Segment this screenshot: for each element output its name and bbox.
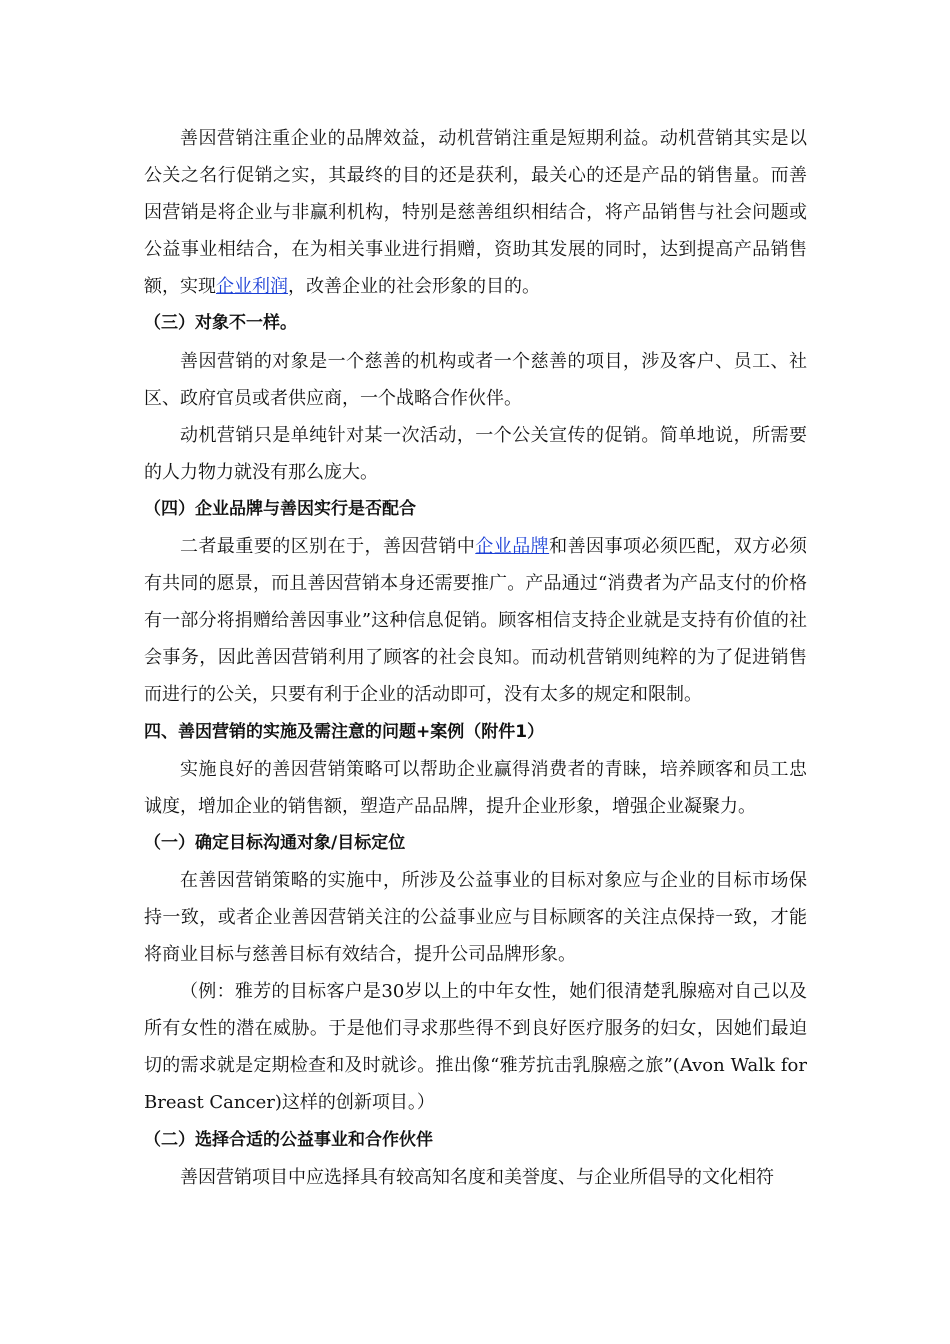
subheading-1: （一）确定目标沟通对象/目标定位 <box>144 832 406 853</box>
paragraph-text: 和善因事项必须匹配，双方必须有共同的愿景，而且善因营销本身还需要推广。产品通过“消费者为产品支付的价格有一部分将捐赠给善因事业”这种信息促销。顾客相信支持企业就是支持有价值的社会事务，因此善因营销利用了顾客的社会良知。而动机营销则纯粹的为了促进销售而进行的公关，只要有利于企业的活动即可，没有太多的规定和限制。 <box>144 536 808 706</box>
paragraph-cause-target: 善因营销的对象是一个慈善的机构或者一个慈善的项目，涉及客户、员工、社区、政府官员或者供应商，一个战略合作伙伴。 <box>144 350 807 409</box>
paragraph-text: ，改善企业的社会形象的目的。 <box>288 276 540 298</box>
paragraph-text: 善因营销注重企业的品牌效益，动机营销注重是短期利益。动机营销其实是以公关之名行促销之实，其最终的目的还是获利，最关心的还是产品的销售量。而善因营销是将企业与非赢利机构，特别是慈善组织相结合，将产品销售与社会问题或公益事业相结合，在为相关事业进行捐赠，资助其发展的同时，达到提高产品销售额，实现 <box>144 128 807 298</box>
paragraph-brand-vs-short-term <box>144 120 807 305</box>
link-corporate-brand[interactable]: 企业品牌 <box>475 536 550 558</box>
link-corporate-profit[interactable]: 企业利润 <box>216 276 288 298</box>
paragraph-avon-example: （例：雅芳的目标客户是30岁以上的中年女性，她们很清楚乳腺癌对自己以及所有女性的潜在威胁。于是他们寻求那些得不到良好医疗服务的妇女，因她们最迫切的需求就是定期检查和及时就诊。推出像“雅芳抗击乳腺癌之旅”(Avon Walk for Breast Cancer)这样的创新项目。） <box>144 981 807 1114</box>
subheading-3: （三）对象不一样。 <box>144 313 297 334</box>
paragraph-choose-partner: 善因营销项目中应选择具有较高知名度和美誉度、与企业所倡导的文化相符 <box>180 1166 774 1188</box>
paragraph-promotion-target: 动机营销只是单纯针对某一次活动，一个公关宣传的促销。简单地说，所需要的人力物力就没有那么庞大。 <box>144 424 807 483</box>
section-heading-4: 四、善因营销的实施及需注意的问题+案例（附件1） <box>144 721 545 742</box>
document-body <box>144 120 807 1196</box>
paragraph-benefits: 实施良好的善因营销策略可以帮助企业赢得消费者的青睐，培养顾客和员工忠诚度，增加企业的销售额，塑造产品品牌，提升企业形象，增强企业凝聚力。 <box>144 758 807 817</box>
subheading-4: （四）企业品牌与善因实行是否配合 <box>144 498 416 519</box>
subheading-2: （二）选择合适的公益事业和合作伙伴 <box>144 1129 433 1150</box>
paragraph-target-positioning: 在善因营销策略的实施中，所涉及公益事业的目标对象应与企业的目标市场保持一致，或者企业善因营销关注的公益事业应与目标顾客的关注点保持一致，才能将商业目标与慈善目标有效结合，提升公司品牌形象。 <box>144 869 807 966</box>
paragraph-text: 二者最重要的区别在于，善因营销中 <box>180 536 476 558</box>
paragraph-brand-match <box>144 528 807 713</box>
